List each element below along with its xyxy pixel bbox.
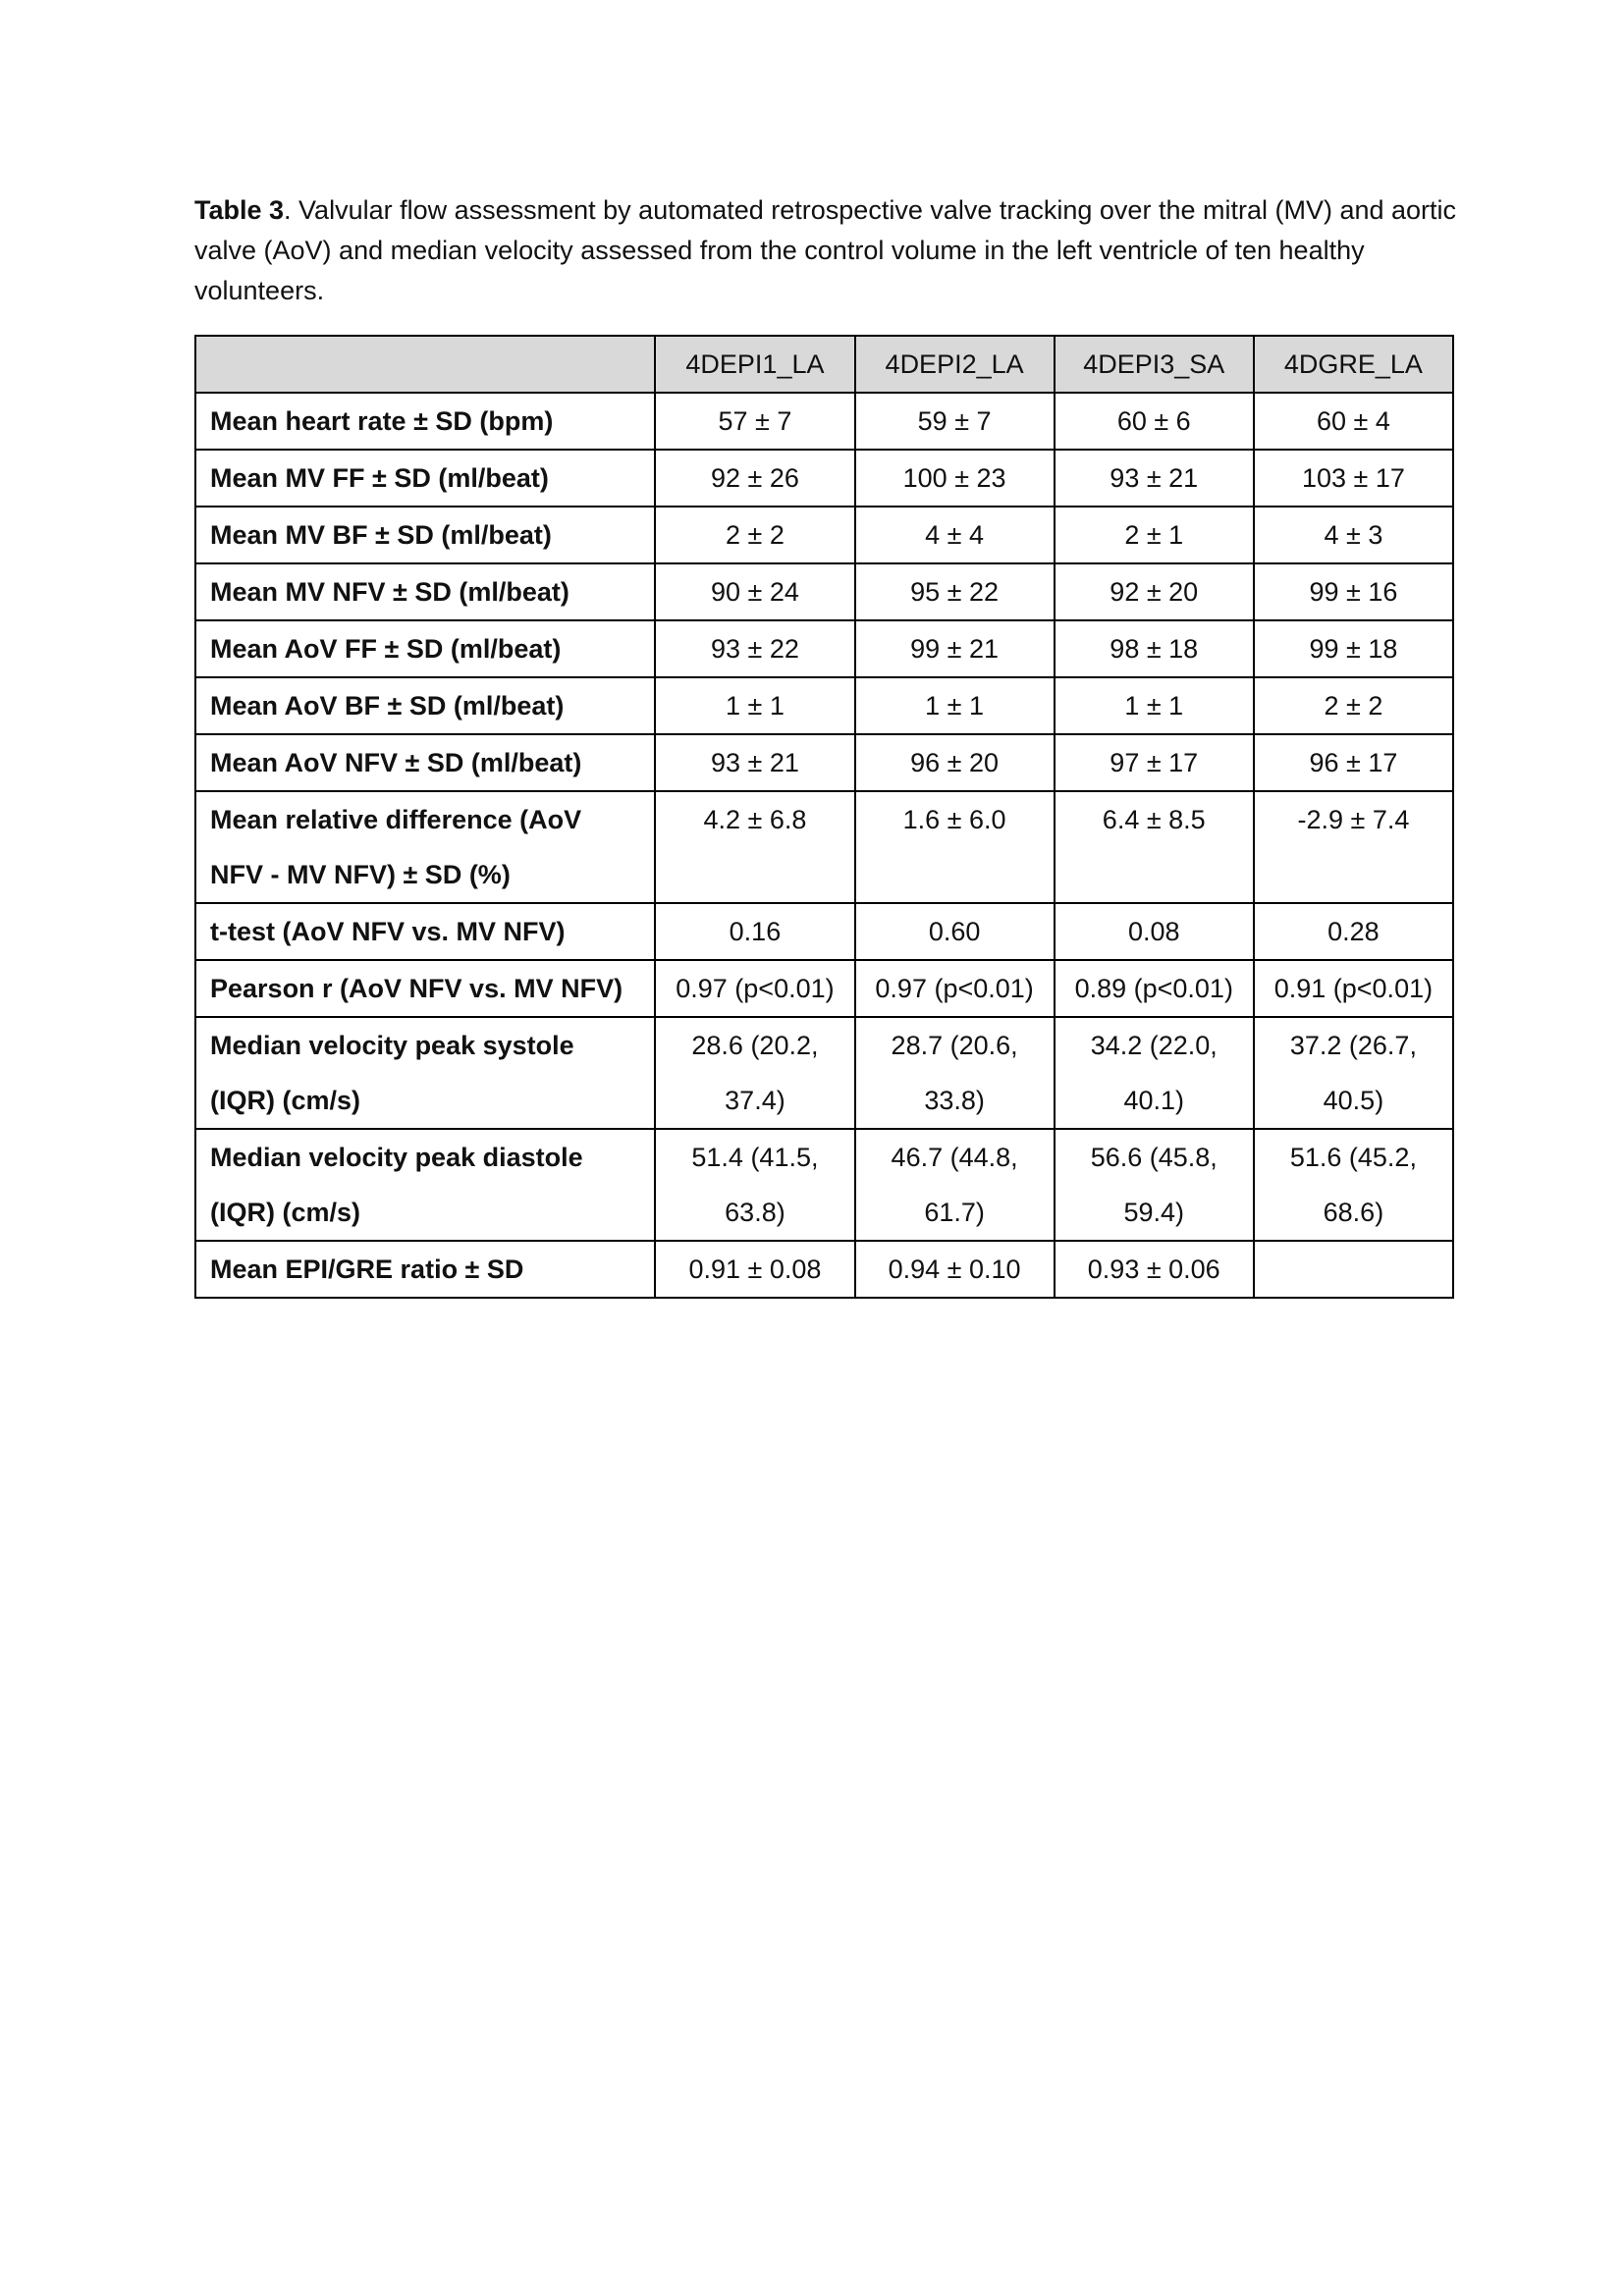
row-label: Mean AoV NFV ± SD (ml/beat) bbox=[195, 734, 655, 791]
table-cell: 37.2 (26.7, 40.5) bbox=[1254, 1017, 1453, 1129]
table-cell: 99 ± 18 bbox=[1254, 620, 1453, 677]
table-cell: 60 ± 4 bbox=[1254, 393, 1453, 450]
table-cell: 6.4 ± 8.5 bbox=[1055, 791, 1254, 903]
table-row bbox=[195, 393, 1453, 450]
row-label: Median velocity peak systole (IQR) (cm/s) bbox=[195, 1017, 655, 1129]
table-cell: 0.97 (p<0.01) bbox=[855, 960, 1055, 1017]
row-label: Mean MV NFV ± SD (ml/beat) bbox=[195, 563, 655, 620]
table-cell: 0.94 ± 0.10 bbox=[855, 1241, 1055, 1298]
table-cell: 92 ± 20 bbox=[1055, 563, 1254, 620]
table-cell: 95 ± 22 bbox=[855, 563, 1055, 620]
row-label: Mean AoV BF ± SD (ml/beat) bbox=[195, 677, 655, 734]
table-cell: -2.9 ± 7.4 bbox=[1254, 791, 1453, 903]
table-cell: 96 ± 17 bbox=[1254, 734, 1453, 791]
table-cell: 98 ± 18 bbox=[1055, 620, 1254, 677]
corner-cell bbox=[195, 336, 655, 393]
table-cell: 100 ± 23 bbox=[855, 450, 1055, 507]
table-cell: 46.7 (44.8, 61.7) bbox=[855, 1129, 1055, 1241]
table-cell: 0.91 (p<0.01) bbox=[1254, 960, 1453, 1017]
row-label: Mean AoV FF ± SD (ml/beat) bbox=[195, 620, 655, 677]
table-cell: 0.97 (p<0.01) bbox=[655, 960, 854, 1017]
table-cell: 0.91 ± 0.08 bbox=[655, 1241, 854, 1298]
table-cell: 97 ± 17 bbox=[1055, 734, 1254, 791]
table-cell: 93 ± 21 bbox=[655, 734, 854, 791]
row-label: Mean relative difference (AoV NFV - MV NFV) ± SD (%) bbox=[195, 791, 655, 903]
table-row bbox=[195, 1129, 1453, 1241]
table-cell: 60 ± 6 bbox=[1055, 393, 1254, 450]
table-cell: 34.2 (22.0, 40.1) bbox=[1055, 1017, 1254, 1129]
table-cell: 92 ± 26 bbox=[655, 450, 854, 507]
table-cell: 0.16 bbox=[655, 903, 854, 960]
table-cell: 1 ± 1 bbox=[1055, 677, 1254, 734]
column-header: 4DGRE_LA bbox=[1254, 336, 1453, 393]
caption-text: . Valvular flow assessment by automated retrospective valve tracking over the mitral (MV) and aortic valve (AoV) and median velocity assessed from the control volume in the left ventricle of ten healthy volunteers. bbox=[194, 195, 1457, 305]
table-cell: 51.4 (41.5, 63.8) bbox=[655, 1129, 854, 1241]
data-table bbox=[194, 335, 1454, 1299]
table-cell: 2 ± 2 bbox=[655, 507, 854, 563]
table-cell: 4 ± 3 bbox=[1254, 507, 1453, 563]
table-cell: 51.6 (45.2, 68.6) bbox=[1254, 1129, 1453, 1241]
table-cell: 90 ± 24 bbox=[655, 563, 854, 620]
table-cell: 59 ± 7 bbox=[855, 393, 1055, 450]
table-row bbox=[195, 1017, 1453, 1129]
table-cell: 0.89 (p<0.01) bbox=[1055, 960, 1254, 1017]
table-cell: 1.6 ± 6.0 bbox=[855, 791, 1055, 903]
table-row bbox=[195, 507, 1453, 563]
table-cell: 93 ± 22 bbox=[655, 620, 854, 677]
table-row bbox=[195, 677, 1453, 734]
row-label: Mean EPI/GRE ratio ± SD bbox=[195, 1241, 655, 1298]
table-cell: 0.60 bbox=[855, 903, 1055, 960]
table-cell: 93 ± 21 bbox=[1055, 450, 1254, 507]
table-cell: 4.2 ± 6.8 bbox=[655, 791, 854, 903]
row-label: Median velocity peak diastole (IQR) (cm/s) bbox=[195, 1129, 655, 1241]
table-cell: 103 ± 17 bbox=[1254, 450, 1453, 507]
header-row bbox=[195, 336, 1453, 393]
table-cell: 4 ± 4 bbox=[855, 507, 1055, 563]
table-cell: 1 ± 1 bbox=[655, 677, 854, 734]
column-header: 4DEPI1_LA bbox=[655, 336, 854, 393]
row-label: Mean MV BF ± SD (ml/beat) bbox=[195, 507, 655, 563]
table-row bbox=[195, 903, 1453, 960]
table-cell: 2 ± 2 bbox=[1254, 677, 1453, 734]
table-cell: 1 ± 1 bbox=[855, 677, 1055, 734]
table-cell: 0.28 bbox=[1254, 903, 1453, 960]
table-cell: 56.6 (45.8, 59.4) bbox=[1055, 1129, 1254, 1241]
table-row bbox=[195, 1241, 1453, 1298]
table-cell: 99 ± 16 bbox=[1254, 563, 1453, 620]
column-header: 4DEPI2_LA bbox=[855, 336, 1055, 393]
table-cell: 96 ± 20 bbox=[855, 734, 1055, 791]
column-header: 4DEPI3_SA bbox=[1055, 336, 1254, 393]
row-label: Pearson r (AoV NFV vs. MV NFV) bbox=[195, 960, 655, 1017]
table-cell: 0.93 ± 0.06 bbox=[1055, 1241, 1254, 1298]
table-row bbox=[195, 563, 1453, 620]
table-row bbox=[195, 791, 1453, 903]
table-row bbox=[195, 620, 1453, 677]
table-cell: 57 ± 7 bbox=[655, 393, 854, 450]
row-label: Mean MV FF ± SD (ml/beat) bbox=[195, 450, 655, 507]
table-row bbox=[195, 960, 1453, 1017]
row-label: Mean heart rate ± SD (bpm) bbox=[195, 393, 655, 450]
table-cell: 0.08 bbox=[1055, 903, 1254, 960]
row-label: t-test (AoV NFV vs. MV NFV) bbox=[195, 903, 655, 960]
table-cell: 28.7 (20.6, 33.8) bbox=[855, 1017, 1055, 1129]
table-label: Table 3 bbox=[194, 195, 285, 225]
table-row bbox=[195, 734, 1453, 791]
table-cell: 99 ± 21 bbox=[855, 620, 1055, 677]
table-caption bbox=[194, 190, 1471, 311]
table-cell: 2 ± 1 bbox=[1055, 507, 1254, 563]
table-cell bbox=[1254, 1241, 1453, 1298]
table-cell: 28.6 (20.2, 37.4) bbox=[655, 1017, 854, 1129]
table-row bbox=[195, 450, 1453, 507]
